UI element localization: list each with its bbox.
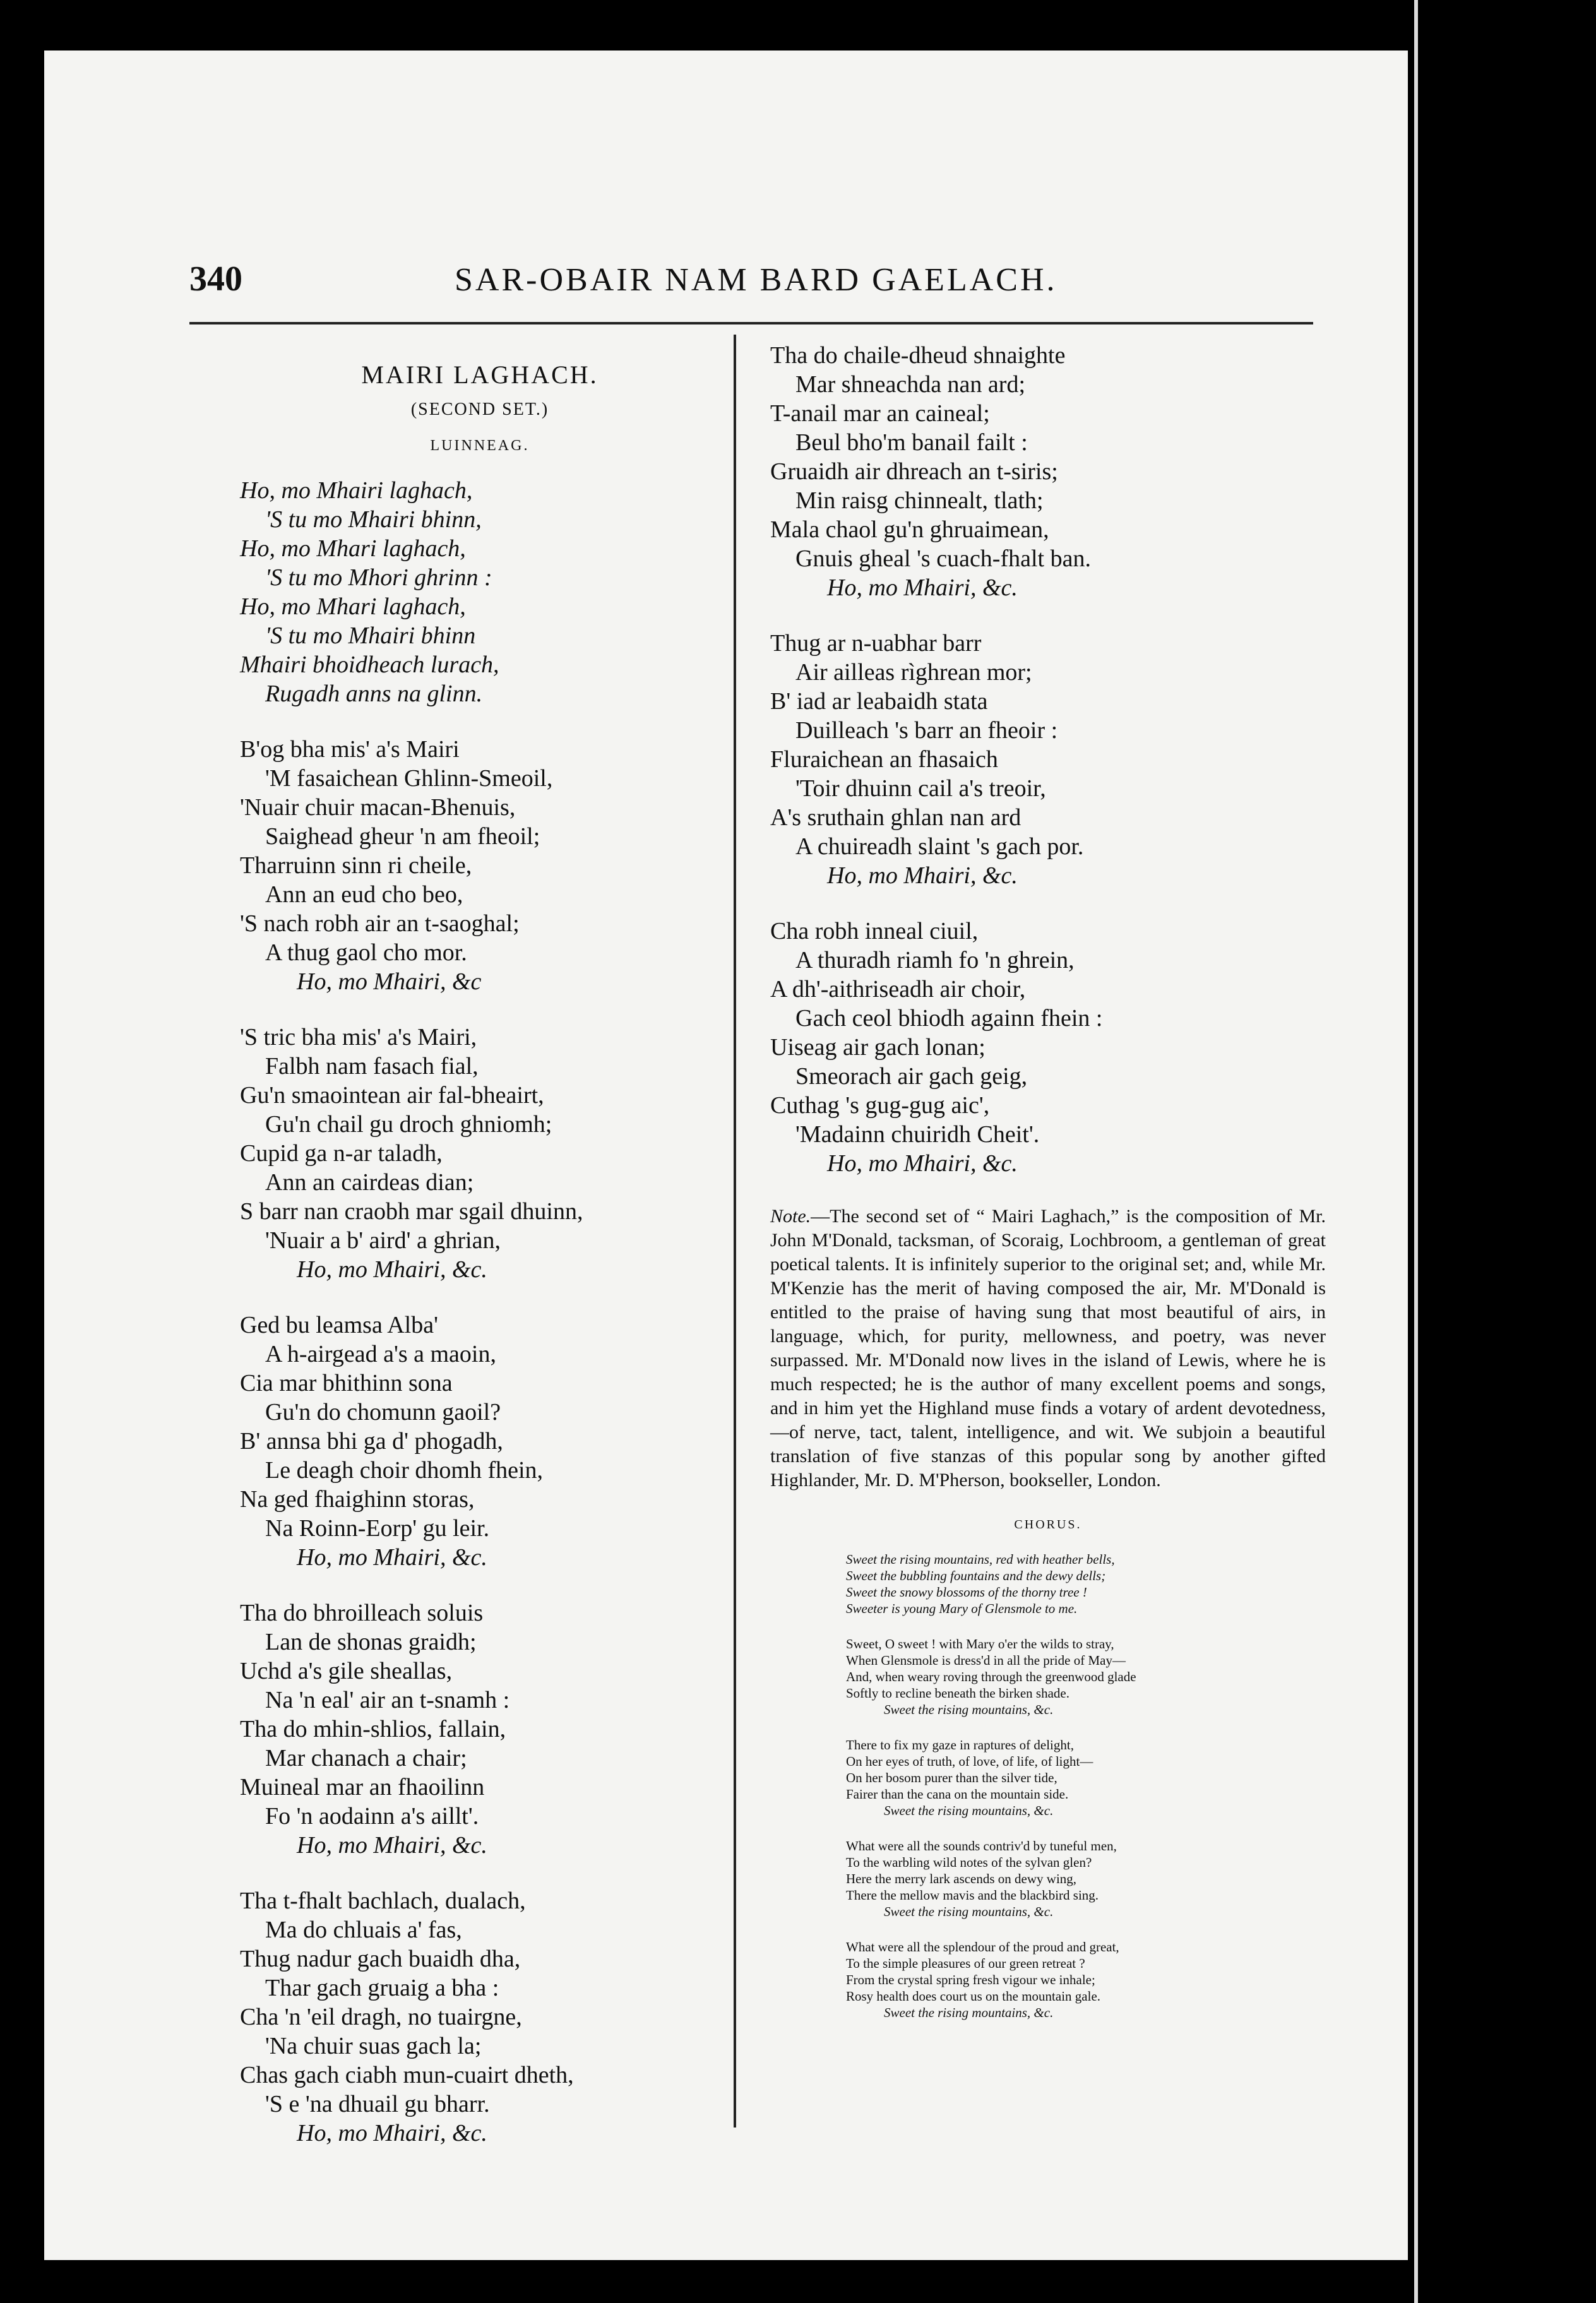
translation-refrain: Sweet the rising mountains, &c. [884, 1702, 1054, 1717]
verse-line: Gu'n chail gu droch ghniomh; [265, 1111, 552, 1138]
verse-line: 'Nuair a b' aird' a ghrian, [265, 1227, 501, 1254]
left-stanzas [240, 476, 720, 2148]
column-divider [734, 335, 736, 2127]
translation-line: And, when weary roving through the greenwood glade [846, 1669, 1136, 1684]
translation-refrain: Sweet the rising mountains, &c. [884, 2005, 1054, 2020]
note-lead: Note. [770, 1206, 811, 1227]
verse-line: Thar gach gruaig a bha : [265, 1975, 499, 2001]
chorus-stanza [770, 1551, 1326, 1617]
refrain-line: Ho, mo Mhairi, &c. [827, 574, 1018, 601]
verse-line: Ho, mo Mhairi laghach, [240, 477, 473, 504]
refrain-line: Ho, mo Mhairi, &c. [297, 1256, 487, 1283]
translation-stanza [770, 1939, 1326, 2021]
page-number: 340 [189, 259, 242, 299]
verse-line: Cia mar bhithinn sona [240, 1370, 453, 1396]
verse-line: Gnuis gheal 's cuach-fhalt ban. [795, 545, 1091, 572]
page-edge-rule [1414, 0, 1418, 2303]
verse-line: T-anail mar an caineal; [770, 400, 990, 427]
verse-line: Le deagh choir dhomh fhein, [265, 1457, 544, 1484]
stanza [240, 1598, 720, 1860]
translation-refrain: Sweet the rising mountains, &c. [884, 1803, 1054, 1818]
translation-line: On her eyes of truth, of love, of life, of light— [846, 1754, 1093, 1769]
stanza [240, 476, 720, 708]
verse-line: Mala chaol gu'n ghruaimean, [770, 516, 1049, 543]
translation-line: Rosy health does court us on the mountain gale. [846, 1989, 1101, 2004]
translation-line: From the crystal spring fresh vigour we inhale; [846, 1972, 1095, 1987]
verse-line: Lan de shonas graidh; [265, 1629, 477, 1655]
verse-line: A h-airgead a's a maoin, [265, 1341, 496, 1367]
chorus-line: Sweet the snowy blossoms of the thorny tree ! [846, 1585, 1087, 1600]
chorus-title: CHORUS. [1014, 1518, 1082, 1532]
verse-line: Duilleach 's barr an fheoir : [795, 717, 1058, 744]
verse-line: Gu'n smaointean air fal-bheairt, [240, 1082, 544, 1109]
verse-line: 'S e 'na dhuail gu bharr. [265, 2091, 490, 2117]
stanza [770, 341, 1326, 602]
verse-line: Ho, mo Mhari laghach, [240, 593, 466, 620]
translation-stanza [770, 1636, 1326, 1718]
verse-line: A's sruthain ghlan nan ard [770, 804, 1021, 831]
verse-line: Gu'n do chomunn gaoil? [265, 1399, 501, 1425]
verse-line: Cuthag 's gug-gug aic', [770, 1092, 990, 1119]
verse-line: Ho, mo Mhari laghach, [240, 535, 466, 562]
verse-line: Muineal mar an fhaoilinn [240, 1774, 485, 1800]
verse-line: Ann an eud cho beo, [265, 881, 463, 908]
verse-line: B' iad ar leabaidh stata [770, 688, 988, 715]
left-column [240, 341, 720, 2174]
chorus-line: Sweet the rising mountains, red with heather bells, [846, 1552, 1115, 1567]
refrain-line: Ho, mo Mhairi, &c. [297, 2120, 487, 2146]
right-column [770, 341, 1326, 2040]
verse-line: Falbh nam fasach fial, [265, 1053, 479, 1080]
translation-line: To the warbling wild notes of the sylvan glen? [846, 1855, 1092, 1870]
verse-line: Tha do bhroilleach soluis [240, 1600, 484, 1626]
verse-line: 'S tu mo Mhori ghrinn : [265, 564, 492, 591]
stanza [770, 917, 1326, 1178]
chorus-line: Sweeter is young Mary of Glensmole to me. [846, 1601, 1078, 1616]
translation-line: Softly to recline beneath the birken shade. [846, 1686, 1069, 1701]
stanza [240, 1886, 720, 2148]
verse-line: Thug ar n-uabhar barr [770, 630, 982, 657]
translation-line: When Glensmole is dress'd in all the pride of May— [846, 1653, 1126, 1668]
translation-stanza [770, 1737, 1326, 1819]
verse-line: Mar shneachda nan ard; [795, 371, 1026, 398]
verse-line: Mar chanach a chair; [265, 1745, 467, 1771]
stanza [240, 1023, 720, 1284]
translation-line: What were all the sounds contriv'd by tuneful men, [846, 1838, 1117, 1854]
verse-line: Ma do chluais a' fas, [265, 1917, 462, 1943]
verse-line: 'Madainn chuiridh Cheit'. [795, 1121, 1040, 1148]
running-header [189, 259, 1326, 309]
verse-line: Gach ceol bhiodh againn fhein : [795, 1005, 1103, 1032]
verse-line: Thug nadur gach buaidh dha, [240, 1946, 521, 1972]
editorial-note [770, 1205, 1326, 1492]
right-stanzas [770, 341, 1326, 1178]
verse-line: A dh'-aithriseadh air choir, [770, 976, 1026, 1003]
refrain-line: Ho, mo Mhairi, &c. [827, 862, 1018, 889]
stanza [770, 629, 1326, 890]
translation-line: On her bosom purer than the silver tide, [846, 1770, 1057, 1785]
verse-line: Smeorach air gach geig, [795, 1063, 1028, 1090]
verse-line: 'Nuair chuir macan-Bhenuis, [240, 794, 516, 821]
verse-line: 'Toir dhuinn cail a's treoir, [795, 775, 1046, 802]
verse-line: Cupid ga n-ar taladh, [240, 1140, 443, 1167]
refrain-line: Ho, mo Mhairi, &c. [827, 1150, 1018, 1177]
verse-line: 'S tric bha mis' a's Mairi, [240, 1024, 477, 1050]
verse-line: Chas gach ciabh mun-cuairt dheth, [240, 2062, 574, 2088]
verse-line: Na ged fhaighinn storas, [240, 1486, 475, 1513]
verse-line: Ged bu leamsa Alba' [240, 1312, 438, 1338]
verse-line: Uiseag air gach lonan; [770, 1034, 986, 1061]
stanza [240, 735, 720, 996]
verse-line: Uchd a's gile sheallas, [240, 1658, 453, 1684]
refrain-line: Ho, mo Mhairi, &c. [297, 1544, 487, 1571]
verse-line: Cha robh inneal ciuil, [770, 918, 979, 944]
verse-line: Cha 'n 'eil dragh, no tuairgne, [240, 2004, 522, 2030]
verse-line: Beul bho'm banail failt : [795, 429, 1028, 456]
translation-refrain: Sweet the rising mountains, &c. [884, 1904, 1054, 1919]
verse-line: A thuradh riamh fo 'n ghrein, [795, 947, 1075, 973]
translation-stanzas [770, 1636, 1326, 2021]
poem-title: MAIRI LAGHACH. [361, 360, 598, 389]
verse-line: Saighead gheur 'n am fheoil; [265, 823, 540, 850]
translation-line: Fairer than the cana on the mountain side. [846, 1787, 1069, 1802]
verse-line: Mhairi bhoidheach lurach, [240, 652, 499, 678]
refrain-line: Ho, mo Mhairi, &c [297, 968, 482, 995]
verse-line: A chuireadh slaint 's gach por. [795, 833, 1084, 860]
verse-line: Gruaidh air dhreach an t-siris; [770, 458, 1058, 485]
verse-line: Fluraichean an fhasaich [770, 746, 998, 773]
verse-line: Tha t-fhalt bachlach, dualach, [240, 1888, 526, 1914]
verse-line: Na 'n eal' air an t-snamh : [265, 1687, 510, 1713]
running-head-title: SAR-OBAIR NAM BARD GAELACH. [455, 262, 1057, 298]
verse-line: Rugadh anns na glinn. [265, 681, 483, 707]
verse-line: 'Na chuir suas gach la; [265, 2033, 482, 2059]
poem-section-label: LUINNEAG. [430, 437, 530, 454]
verse-line: A thug gaol cho mor. [265, 939, 467, 966]
verse-line: B'og bha mis' a's Mairi [240, 736, 460, 763]
poem-subtitle: (SECOND SET.) [410, 400, 549, 419]
verse-line: 'S tu mo Mhairi bhinn, [265, 506, 482, 533]
verse-line: 'S tu mo Mhairi bhinn [265, 622, 476, 649]
stanza [240, 1311, 720, 1572]
verse-line: 'M fasaichean Ghlinn-Smeoil, [265, 765, 553, 792]
translation-line: There to fix my gaze in raptures of delight, [846, 1737, 1074, 1753]
verse-line: B' annsa bhi ga d' phogadh, [240, 1428, 503, 1455]
verse-line: S barr nan craobh mar sgail dhuinn, [240, 1198, 583, 1225]
verse-line: Na Roinn-Eorp' gu leir. [265, 1515, 490, 1542]
header-rule [189, 322, 1313, 324]
translation-line: What were all the splendour of the proud and great, [846, 1939, 1119, 1955]
translation-stanza [770, 1838, 1326, 1920]
translation-line: Here the merry lark ascends on dewy wing, [846, 1871, 1077, 1886]
verse-line: Min raisg chinnealt, tlath; [795, 487, 1044, 514]
verse-line: Fo 'n aodainn a's aillt'. [265, 1803, 479, 1830]
verse-line: Tharruinn sinn ri cheile, [240, 852, 472, 879]
translation-line: Sweet, O sweet ! with Mary o'er the wilds to stray, [846, 1636, 1114, 1651]
verse-line: Tha do chaile-dheud shnaighte [770, 342, 1066, 369]
translation-line: To the simple pleasures of our green retreat ? [846, 1956, 1085, 1971]
chorus-line: Sweet the bubbling fountains and the dewy dells; [846, 1568, 1106, 1583]
translation-line: There the mellow mavis and the blackbird sing. [846, 1888, 1099, 1903]
verse-line: Ann an cairdeas dian; [265, 1169, 474, 1196]
refrain-line: Ho, mo Mhairi, &c. [297, 1832, 487, 1859]
verse-line: Tha do mhin-shlios, fallain, [240, 1716, 506, 1742]
note-text: —The second set of “ Mairi Laghach,” is the composition of Mr. John M'Donald, tacksman, of Scoraig, Lochbroom, a gentleman of great poetical talents. It is infinitely superior to the original set; and, while Mr. M'Kenzie has the merit of having composed the air, Mr. M'Donald is entitled to the praise of having sung that most beautiful of airs, in language, which, for purity, mellowness, and poetry, was never surpassed. Mr. M'Donald now lives in the island of Lewis, where he is much respected; he is the author of many excellent poems and songs, and in him yet the Highland muse finds a votary of ardent devotedness,—of nerve, tact, talent, intelligence, and wit. We subjoin a beautiful translation of five stanzas of this popular song by another gifted Highlander, Mr. D. M'Pherson, bookseller, London. [770, 1206, 1326, 1491]
verse-line: Air ailleas rìghrean mor; [795, 659, 1032, 686]
verse-line: 'S nach robh air an t-saoghal; [240, 910, 520, 937]
